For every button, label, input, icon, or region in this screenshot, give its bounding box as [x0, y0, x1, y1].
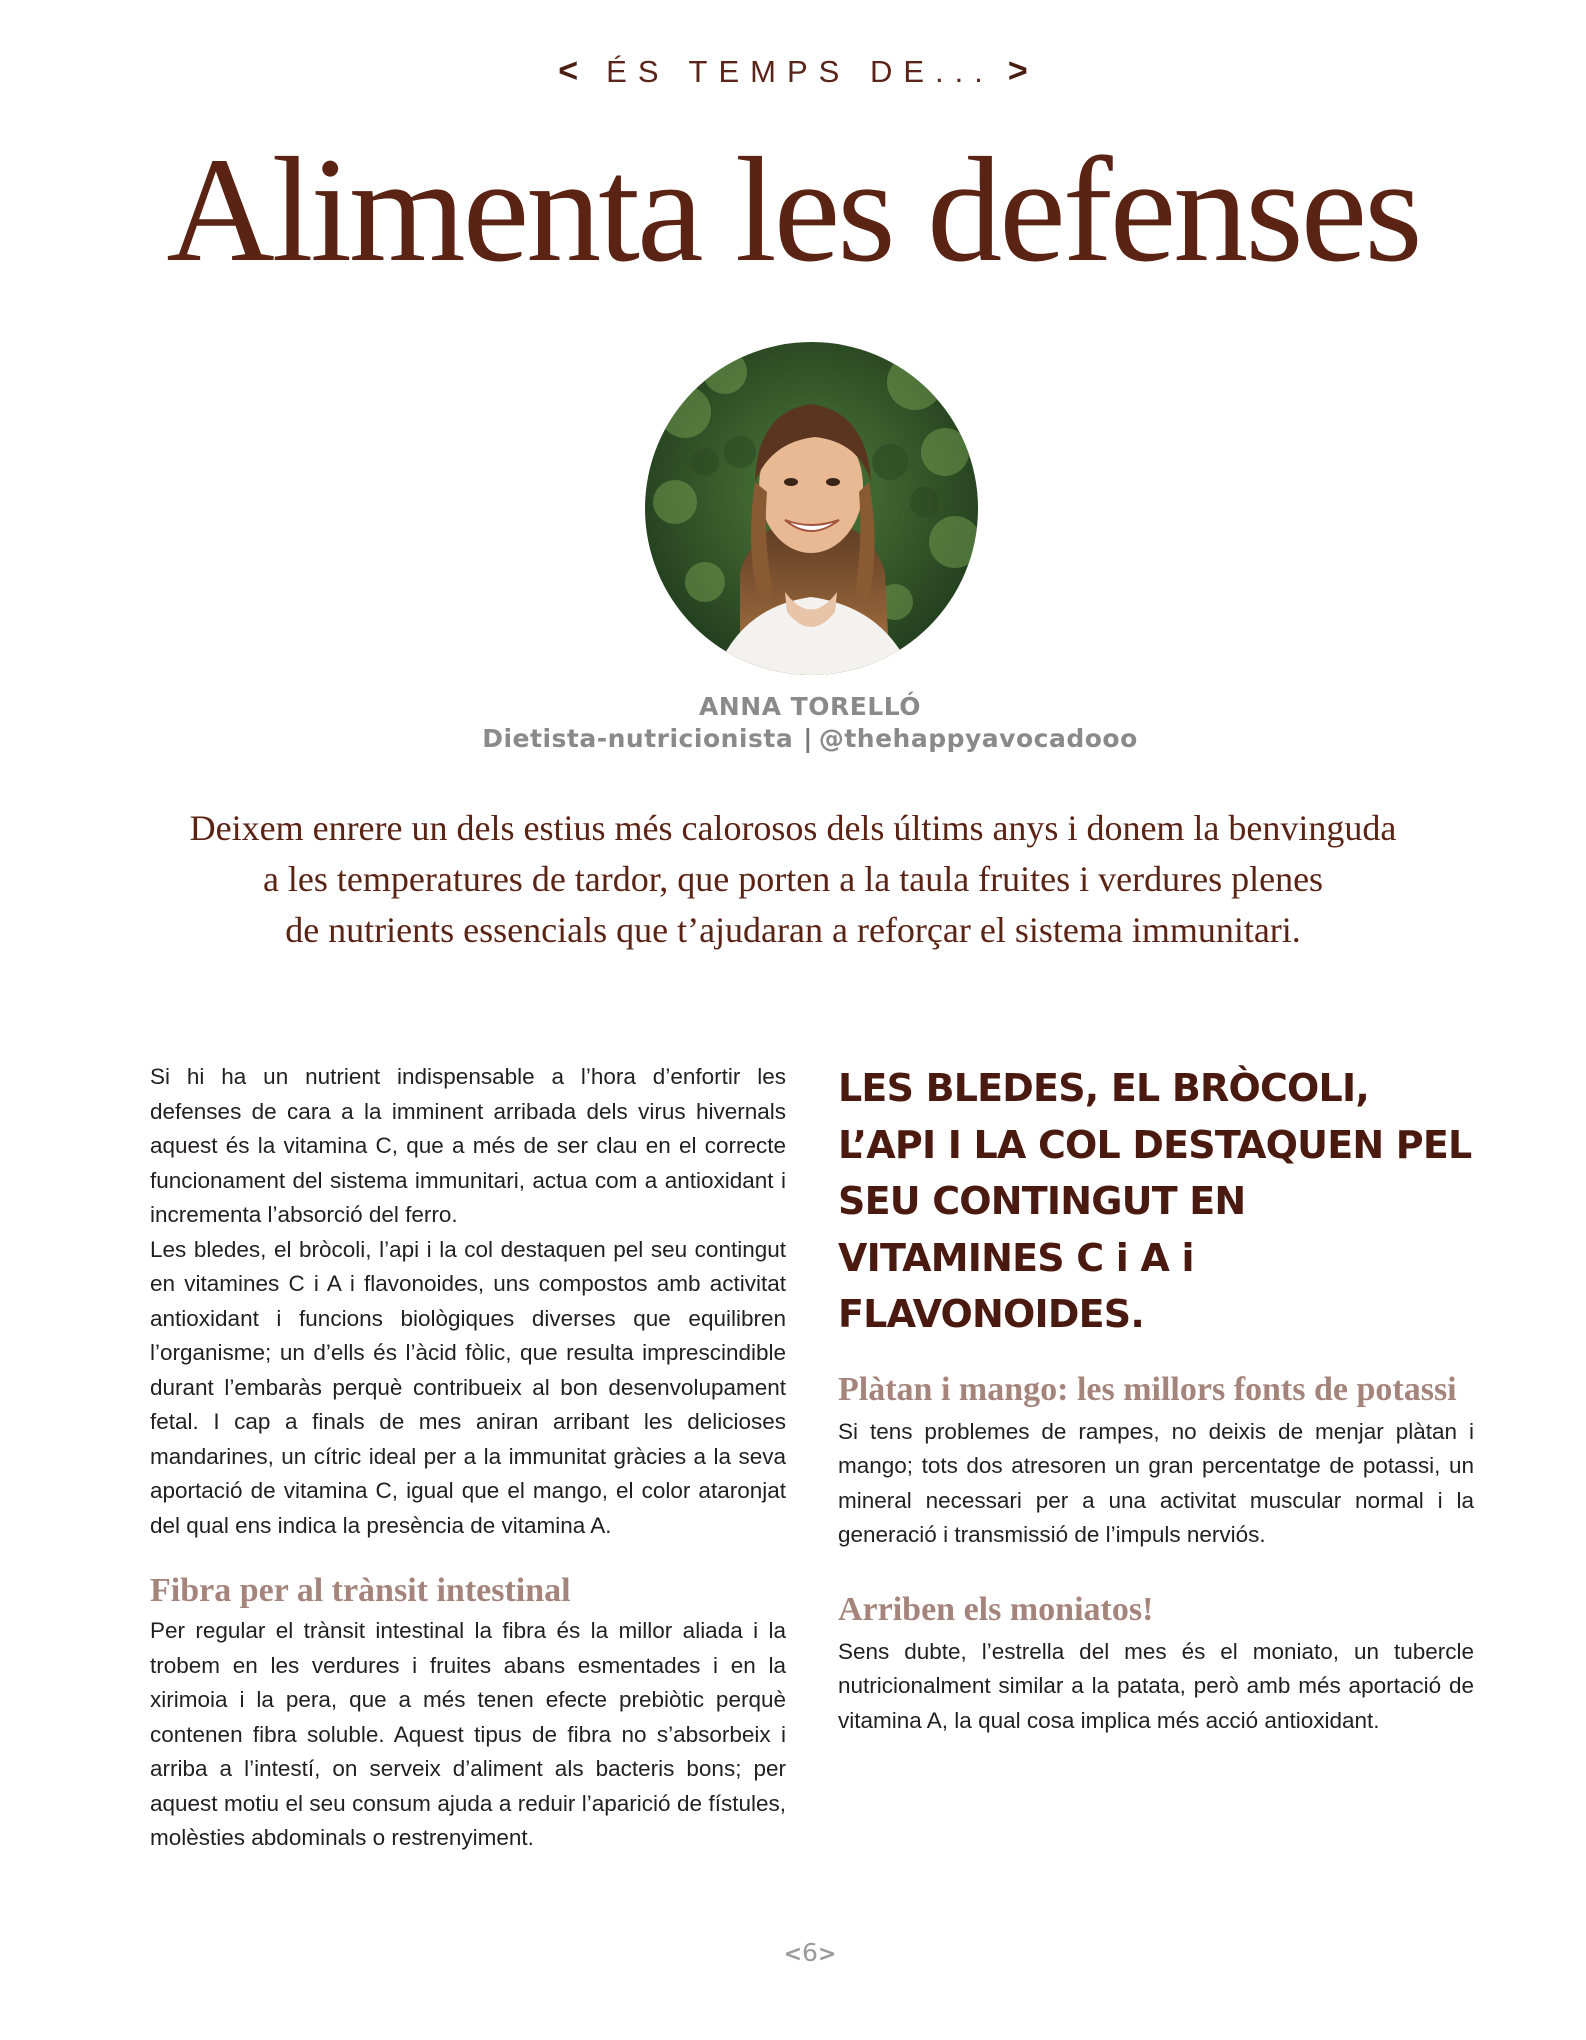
intro-line: a les temperatures de tardor, que porten a la taula fruites i verdures plenes: [262, 859, 1324, 899]
author-role: Dietista-nutricionista: [482, 724, 794, 753]
chevron-left-icon: <: [558, 52, 579, 90]
author-handle: @thehappyavocadooo: [818, 724, 1138, 753]
intro-line: Deixem enrere un dels estius més calorosos dels últims anys i donem la benvinguda: [189, 808, 1397, 848]
kicker-text: ÉS TEMPS DE...: [606, 54, 994, 89]
chevron-left-icon: <: [783, 1942, 803, 1967]
author-name: ANNA TORELLÓ: [698, 692, 922, 721]
author-portrait: [645, 342, 978, 675]
intro-paragraph: [120, 803, 1466, 956]
author-role-line: [0, 724, 1586, 753]
author-separator: |: [803, 724, 813, 753]
left-column: [150, 1060, 786, 1856]
page-number: [0, 1938, 1586, 1967]
pull-quote: LES BLEDES, EL BRÒCOLI, L’API I LA COL DESTAQUEN PEL SEU CONTINGUT EN VITAMINES C i A i FLAVONOIDES.: [838, 1066, 1472, 1336]
right-column: [838, 1060, 1474, 1738]
chevron-right-icon: >: [1007, 52, 1028, 90]
body-paragraph: Si hi ha un nutrient indispensable a l’hora d’enfortir les defenses de cara a la imminent arribada dels virus hivernals aquest és la vitamina C, que a més de ser clau en el correcte funcionament del sistema immunitari, actua com a antioxidant i incrementa l’absorció del ferro.: [150, 1064, 786, 1227]
intro-line: de nutrients essencials que t’ajudaran a reforçar el sistema immunitari.: [285, 910, 1301, 950]
chevron-right-icon: >: [817, 1942, 837, 1967]
page-number-value: 6: [802, 1938, 818, 1967]
page-title: Alimenta les defenses: [166, 127, 1420, 293]
body-paragraph: Sens dubte, l’estrella del mes és el moniato, un tubercle nutricionalment similar a la patata, però amb més aportació de vitamina A, la qual cosa implica més acció antioxidant.: [838, 1638, 1474, 1733]
subheading-moniatos: Arriben els moniatos!: [838, 1590, 1154, 1628]
section-kicker: [0, 52, 1586, 91]
body-paragraph: Si tens problemes de rampes, no deixis de menjar plàtan i mango; tots dos atresoren un gran percentatge de potassi, un mineral necessari per a una activitat muscular normal i la generació i transmissió de l’impuls nerviós.: [838, 1418, 1474, 1547]
body-paragraph: Per regular el trànsit intestinal la fibra és la millor aliada i la trobem en les verdures i fruites abans esmentades i en la xirimoia i la pera, que a més tenen efecte prebiòtic perquè contenen fibra soluble. Aquest tipus de fibra no s’absorbeix i arriba a l’intestí, on serveix d’aliment als bacteris bons; per aquest motiu el seu consum ajuda a reduir l’aparició de fístules, molèsties abdominals o restrenyiment.: [150, 1618, 786, 1850]
body-paragraph: Les bledes, el bròcoli, l’api i la col destaquen pel seu contingut en vitamines C i A i flavonoides, uns compostos amb activitat antioxidant i funcions biològiques diverses que equilibren l’organisme; un d’ells és l’àcid fòlic, que resulta imprescindible durant l’embaràs perquè contribueix al bon desenvolupament fetal. I cap a finals de mes aniran arribant les delicioses mandarines, un cítric ideal per a la immunitat gràcies a la seva aportació de vitamina C, igual que el mango, el color ataronjat del qual ens indica la presència de vitamina A.: [150, 1236, 786, 1538]
subheading-platan: Plàtan i mango: les millors fonts de potassi: [838, 1370, 1457, 1408]
subheading-fibra: Fibra per al trànsit intestinal: [150, 1572, 571, 1609]
